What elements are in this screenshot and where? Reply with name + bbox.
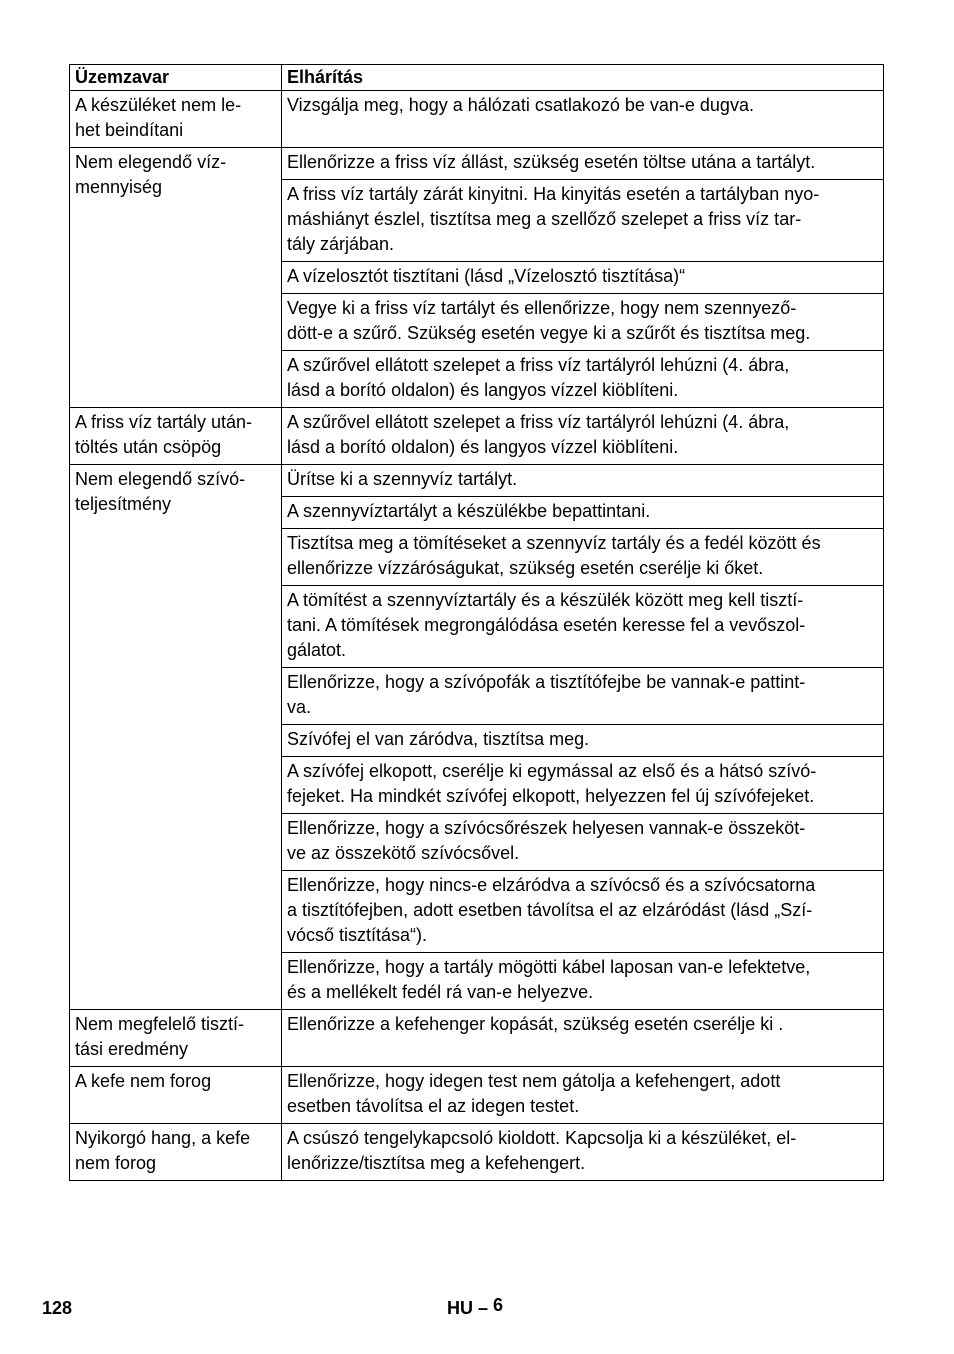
remedy-cell: Ürítse ki a szennyvíz tartályt. bbox=[282, 465, 884, 497]
fault-cell: Nem elegendő víz- mennyiség bbox=[70, 148, 282, 408]
remedy-cell: Ellenőrizze, hogy a szívópofák a tisztítófejbe be vannak-e pattint- va. bbox=[282, 668, 884, 725]
remedy-cell: A szívófej elkopott, cserélje ki egymással az első és a hátsó szívó- fejeket. Ha mindkét szívófej elkopott, helyezzen fel új szívófejeket. bbox=[282, 757, 884, 814]
remedy-cell: A szűrővel ellátott szelepet a friss víz tartályról lehúzni (4. ábra, lásd a borító oldalon) és langyos vízzel kiöblíteni. bbox=[282, 408, 884, 465]
table-header-row bbox=[70, 65, 884, 91]
remedy-cell: Vegye ki a friss víz tartályt és ellenőrizze, hogy nem szennyező- dött-e a szűrő. Szükség esetén vegye ki a szűrőt és tisztítsa meg. bbox=[282, 294, 884, 351]
remedy-cell: A vízelosztót tisztítani (lásd „Vízelosztó tisztítása)“ bbox=[282, 262, 884, 294]
footer-section-page: 6 bbox=[493, 1295, 504, 1315]
remedy-cell: A szennyvíztartályt a készülékbe bepattintani. bbox=[282, 497, 884, 529]
remedy-cell: Szívófej el van záródva, tisztítsa meg. bbox=[282, 725, 884, 757]
footer-language: HU – bbox=[447, 1298, 489, 1318]
fault-cell: A készüléket nem le- het beindítani bbox=[70, 91, 282, 148]
remedy-cell: Ellenőrizze a friss víz állást, szükség esetén töltse utána a tartályt. bbox=[282, 148, 884, 180]
remedy-cell: A csúszó tengelykapcsoló kioldott. Kapcsolja ki a készüléket, el- lenőrizze/tisztítsa meg a kefehengert. bbox=[282, 1124, 884, 1181]
table-row bbox=[70, 1010, 884, 1067]
fault-cell: A friss víz tartály után- töltés után csöpög bbox=[70, 408, 282, 465]
troubleshooting-table bbox=[69, 64, 884, 1181]
fault-cell: Nyikorgó hang, a kefe nem forog bbox=[70, 1124, 282, 1181]
header-fault: Üzemzavar bbox=[70, 65, 282, 91]
table-row bbox=[70, 1124, 884, 1181]
fault-cell: Nem megfelelő tisztí- tási eredmény bbox=[70, 1010, 282, 1067]
table-row bbox=[70, 465, 884, 497]
remedy-cell: Ellenőrizze, hogy a tartály mögötti kábel laposan van-e lefektetve, és a mellékelt fedél rá van-e helyezve. bbox=[282, 953, 884, 1010]
remedy-cell: Ellenőrizze, hogy a szívócsőrészek helyesen vannak-e összeköt- ve az összekötő szívócsővel. bbox=[282, 814, 884, 871]
remedy-cell: Ellenőrizze, hogy idegen test nem gátolja a kefehengert, adott esetben távolítsa el az idegen testet. bbox=[282, 1067, 884, 1124]
table-row bbox=[70, 1067, 884, 1124]
table-row bbox=[70, 408, 884, 465]
header-remedy: Elhárítás bbox=[282, 65, 884, 91]
remedy-cell: Vizsgálja meg, hogy a hálózati csatlakozó be van-e dugva. bbox=[282, 91, 884, 148]
remedy-cell: Tisztítsa meg a tömítéseket a szennyvíz tartály és a fedél között és ellenőrizze vízzáróságukat, szükség esetén cserélje ki őket. bbox=[282, 529, 884, 586]
table-row bbox=[70, 148, 884, 180]
table-body bbox=[70, 91, 884, 1181]
fault-cell: Nem elegendő szívó- teljesítmény bbox=[70, 465, 282, 1010]
remedy-cell: A friss víz tartály zárát kinyitni. Ha kinyitás esetén a tartályban nyo- máshiányt észlel, tisztítsa meg a szellőző szelepet a friss víz tar- tály zárjában. bbox=[282, 180, 884, 262]
footer-section-label bbox=[447, 1295, 504, 1319]
fault-cell: A kefe nem forog bbox=[70, 1067, 282, 1124]
remedy-cell: A tömítést a szennyvíztartály és a készülék között meg kell tisztí- tani. A tömítések megrongálódása esetén keresse fel a vevőszol- gálatot. bbox=[282, 586, 884, 668]
table-row bbox=[70, 91, 884, 148]
remedy-cell: A szűrővel ellátott szelepet a friss víz tartályról lehúzni (4. ábra, lásd a borító oldalon) és langyos vízzel kiöblíteni. bbox=[282, 351, 884, 408]
remedy-cell: Ellenőrizze a kefehenger kopását, szükség esetén cserélje ki . bbox=[282, 1010, 884, 1067]
page-number: 128 bbox=[42, 1298, 73, 1318]
remedy-cell: Ellenőrizze, hogy nincs-e elzáródva a szívócső és a szívócsatorna a tisztítófejben, adott esetben távolítsa el az elzáródást (lásd „Szí- vócső tisztítása“). bbox=[282, 871, 884, 953]
